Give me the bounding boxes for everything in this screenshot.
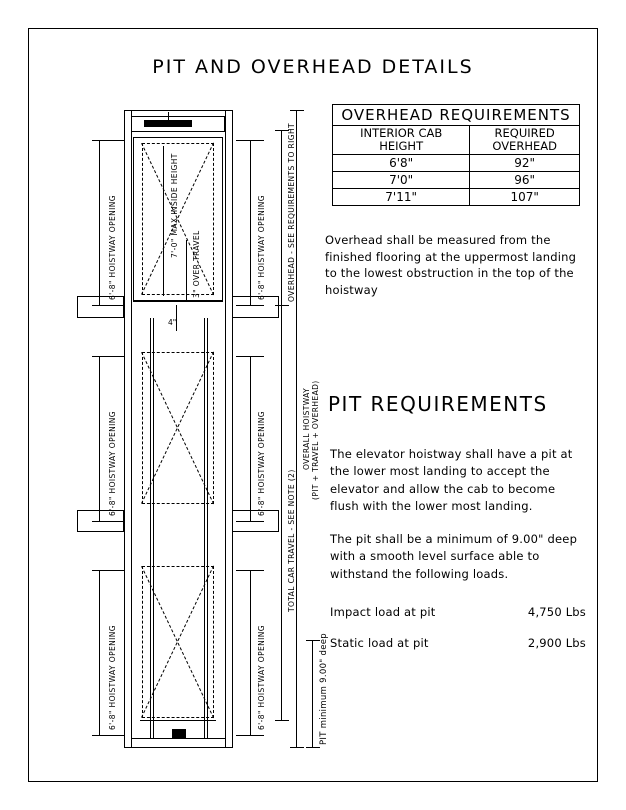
dim-tick-pit-top [306,640,320,641]
static-load-row [330,636,586,650]
header-beam-stem [168,112,169,120]
pit-requirements-heading: PIT REQUIREMENTS [328,392,548,416]
pit-floor-line [131,738,225,739]
overhead-value: 107" [470,189,580,206]
dim-line-overall-hoistway [296,110,297,747]
dim-tick-right-6 [236,735,264,736]
dim-line-total-travel [281,305,282,720]
dim-line-over-travel [186,240,187,302]
dim-tick-right-4 [236,521,264,522]
dim-line-right-3 [250,570,251,735]
hoistway-inner-right [225,110,226,747]
cab-height-value: 7'0" [333,172,470,189]
dim-tick-left-4 [92,521,124,522]
label-max-inside-height: 7'-0" MAX INSIDE HEIGHT [170,153,179,258]
label-hoistway-opening-left-bottom: 6'-8" HOISTWAY OPENING [108,625,117,730]
cab-phantom-middle-x [142,352,214,504]
pit-buffer [172,729,186,738]
dim-tick-overall-top [290,110,304,111]
dim-tick-right-1 [236,140,264,141]
overhead-requirements-table [332,104,580,206]
overhead-table-title: OVERHEAD REQUIREMENTS [333,105,580,126]
dim-tick-left-5 [92,570,124,571]
dim-tick-travel-bottom [275,720,289,721]
label-total-car-travel: TOTAL CAR TRAVEL - SEE NOTE (2) [287,469,296,612]
static-load-value: 2,900 Lbs [527,636,586,650]
label-pit-minimum-depth: PIT minimum 9.00" deep [319,633,329,745]
overhead-table-header-overhead [470,126,580,155]
header-cab-line2: HEIGHT [379,139,424,154]
dim-line-max-height [163,146,164,296]
dim-line-right-2 [250,356,251,521]
header-overhead-line2: OVERHEAD [492,139,557,154]
header-overhead-line1: REQUIRED [494,126,555,140]
label-hoistway-opening-right-mid: 6'-8" HOISTWAY OPENING [257,411,266,516]
hoistway-wall-left [124,110,125,747]
dim-tick-left-3 [92,356,124,357]
page-title: PIT AND OVERHEAD DETAILS [152,56,474,78]
dim-tick-left-1 [92,140,124,141]
dim-line-right-1 [250,140,251,305]
dim-tick-pit-bottom [306,747,320,748]
label-overall-hoistway-sub: (PIT + TRAVEL + OVERHEAD) [311,380,320,500]
dim-line-left-outer-2 [99,356,100,521]
cab-phantom-bottom-x [142,566,214,718]
dim-line-left-outer [99,140,100,305]
label-hoistway-opening-left-mid: 6'-8" HOISTWAY OPENING [108,411,117,516]
hoistway-wall-right [232,110,233,747]
pit-floor-line-2 [140,720,216,721]
dim-tick-right-5 [236,570,264,571]
cab-height-value: 7'11" [333,189,470,206]
label-hoistway-opening-left-top: 6'-8" HOISTWAY OPENING [108,195,117,300]
header-beam [144,120,192,127]
dim-line-overhead [281,130,282,305]
dim-tick-right-3 [236,356,264,357]
header-cab-line1: INTERIOR CAB [360,126,443,140]
table-row [333,189,580,206]
cab-height-value: 6'8" [333,155,470,172]
table-row [333,155,580,172]
dim-tick-left-6 [92,735,124,736]
label-hoistway-opening-right-bottom: 6'-8" HOISTWAY OPENING [257,625,266,730]
impact-load-value: 4,750 Lbs [527,605,586,619]
label-four-inch: 4" [168,318,177,327]
dim-line-left-outer-3 [99,570,100,735]
dim-tick-left-2 [92,305,124,306]
floor-slab-right-top [232,296,279,318]
dim-tick-overhead-bottom [275,305,289,306]
overhead-table-header-cab [333,126,470,155]
pit-paragraph-1: The elevator hoistway shall have a pit at the lower most landing to accept the elevator and allow the cab to become flush with the lower most landing. [330,447,573,513]
hoistway-bottom [124,747,233,748]
dim-tick-overall-bottom [290,747,304,748]
hoistway-inner-left [131,110,132,747]
impact-load-label: Impact load at pit [330,605,436,619]
pit-paragraph-2: The pit shall be a minimum of 9.00" deep with a smooth level surface able to withstand the following loads. [330,532,578,581]
label-over-travel: 3" OVER TRAVEL [192,230,201,298]
dim-tick-right-2 [236,305,264,306]
overhead-value: 92" [470,155,580,172]
label-hoistway-opening-right-top: 6'-8" HOISTWAY OPENING [257,195,266,300]
label-overhead-see-requirements: OVERHEAD - SEE REQUIREMENTS TO RIGHT [287,122,296,302]
impact-load-row [330,605,586,619]
table-row [333,172,580,189]
hoistway-top [124,110,233,111]
overhead-measurement-note: Overhead shall be measured from the finished flooring at the uppermost landing to the lowest obstruction in the top of the hoistway [325,233,577,298]
static-load-label: Static load at pit [330,636,429,650]
overhead-value: 96" [470,172,580,189]
label-overall-hoistway: OVERALL HOISTWAY [302,387,311,470]
cab-sill-top [133,301,223,302]
dim-line-pit [312,640,313,747]
